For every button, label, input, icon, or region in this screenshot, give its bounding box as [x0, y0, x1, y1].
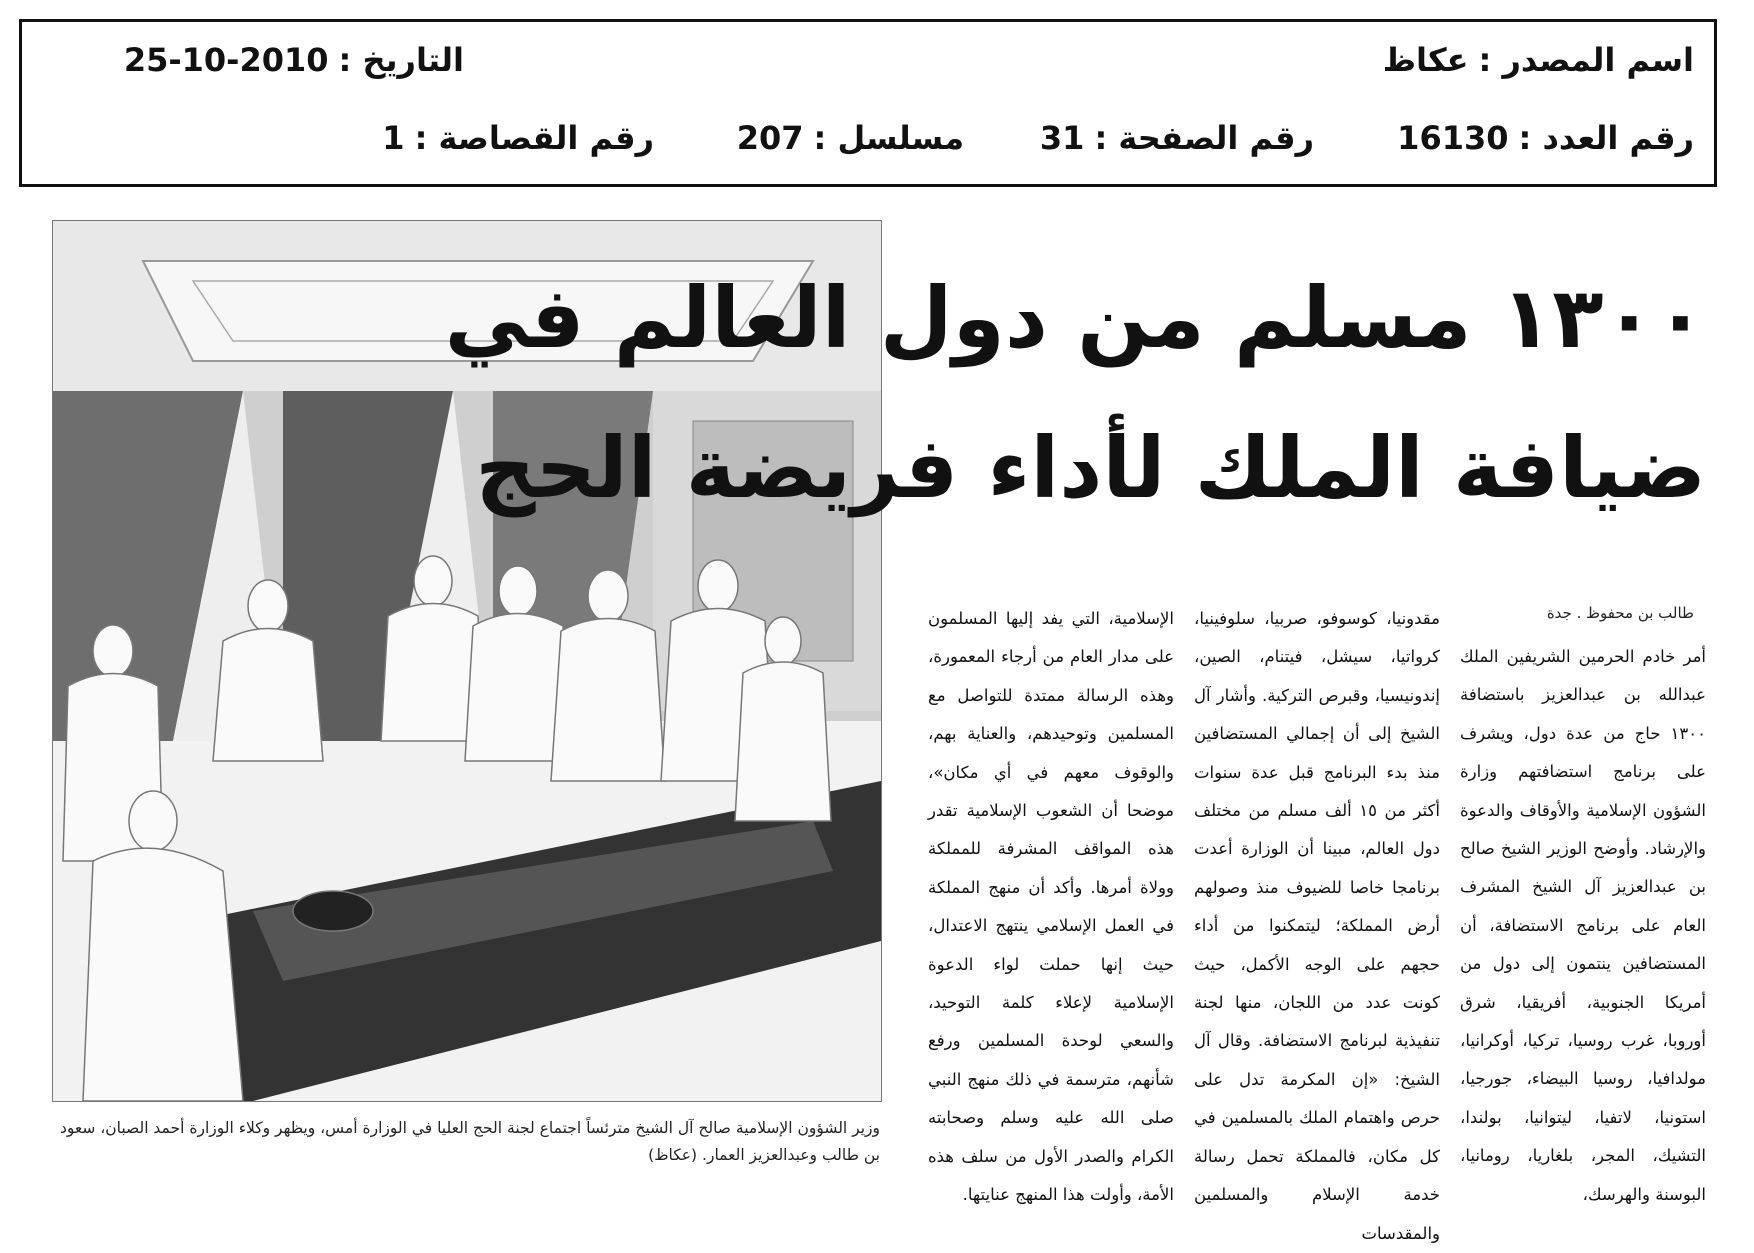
- page-label: رقم الصفحة :: [1094, 119, 1314, 157]
- photo-caption: وزير الشؤون الإسلامية صالح آل الشيخ مترئساً اجتماع لجنة الحج العليا في الوزارة أمس، ويظهر وكلاء الوزارة أحمد الصبان، سعود بن طالب وعبدالعزيز العمار. (عكاظ): [59, 1119, 880, 1164]
- column-1-text: أمر خادم الحرمين الشريفين الملك عبدالله بن عبدالعزيز باستضافة ١٣٠٠ حاج من عدة دول، ويشرف على برنامج استضافتهم وزارة الشؤون الإسلامية والأوقاف والدعوة والإرشاد. وأوضح الوزير الشيخ صالح بن عبدالعزيز آل الشيخ المشرف العام على برنامج الاستضافة، أن المستضافين ينتمون إلى دول من أمريكا الجنوبية، أفريقيا، شرق أوروبا، غرب روسيا، تركيا، أوكرانيا، مولدافيا، روسيا البيضاء، جورجيا، استونيا، لاتفيا، ليتوانيا، بولندا، التشيك، المجر، بلغاريا، رومانيا، البوسنة والهرسك،: [1460, 647, 1706, 1204]
- serial-value: 207: [736, 119, 804, 157]
- clipping-label: رقم القصاصة :: [414, 119, 654, 157]
- article-column-2: [1194, 600, 1440, 1243]
- byline: طالب بن محفوظ . جدة: [1546, 604, 1694, 622]
- article-column-1: [1460, 638, 1706, 1204]
- page-value: 31: [1039, 119, 1085, 157]
- issue-field: [1397, 118, 1694, 158]
- serial-label: مسلسل :: [813, 119, 964, 157]
- issue-value: 16130: [1397, 119, 1509, 157]
- source-field: [1383, 40, 1694, 80]
- clipping-field: [382, 118, 654, 158]
- page-field: [1040, 118, 1314, 158]
- headline-line-1: ١٣٠٠ مسلم من دول العالم في: [444, 269, 1706, 367]
- article-column-3: [928, 600, 1174, 1205]
- clipping-value: 1: [382, 119, 405, 157]
- serial-field: [737, 118, 964, 158]
- column-2-text: مقدونيا، كوسوفو، صربيا، سلوفينيا، كرواتيا، سيشل، فيتنام، الصين، إندونيسيا، وقبرص التركية. وأشار آل الشيخ إلى أن إجمالي المستضافين منذ بدء البرنامج قبل عدة سنوات أكثر من ١٥ ألف مسلم من مختلف دول العالم، مبينا أن الوزارة أعدت برنامجا خاصا للضيوف منذ وصولهم أرض المملكة؛ ليتمكنوا من أداء حجهم على الوجه الأكمل، حيث كونت عدد من اللجان، منها لجنة تنفيذية لبرنامج الاستضافة. وقال آل الشيخ: «إن المكرمة تدل على حرص واهتمام الملك بالمسلمين في كل مكان، فالمملكة تحمل رسالة خدمة الإسلام والمسلمين والمقدسات: [1194, 609, 1440, 1243]
- date-field: [124, 40, 464, 80]
- date-value: 25-10-2010: [123, 41, 329, 79]
- headline-line-2: ضيافة الملك لأداء فريضة الحج: [475, 419, 1706, 517]
- source-label: اسم المصدر :: [1478, 41, 1694, 79]
- date-label: التاريخ :: [338, 41, 464, 79]
- column-3-text: الإسلامية، التي يفد إليها المسلمون على مدار العام من أرجاء المعمورة، وهذه الرسالة ممتدة للتواصل مع المسلمين وتوحيدهم، والعناية بهم، والوقوف معهم في أي مكان»، موضحا أن الشعوب الإسلامية تقدر هذه المواقف المشرفة للمملكة وولاة أمرها. وأكد أن منهج المملكة في العمل الإسلامي ينتهج الاعتدال، حيث إنها حملت لواء الدعوة الإسلامية لإعلاء كلمة التوحيد، والسعي لوحدة المسلمين ورفع شأنهم، مترسمة في ذلك منهج النبي صلى الله عليه وسلم وصحابته الكرام والصدر الأول من سلف هذه الأمة، وأولت هذا المنهج عنايتها.: [928, 609, 1174, 1205]
- issue-label: رقم العدد :: [1518, 119, 1694, 157]
- source-value: عكاظ: [1382, 41, 1469, 79]
